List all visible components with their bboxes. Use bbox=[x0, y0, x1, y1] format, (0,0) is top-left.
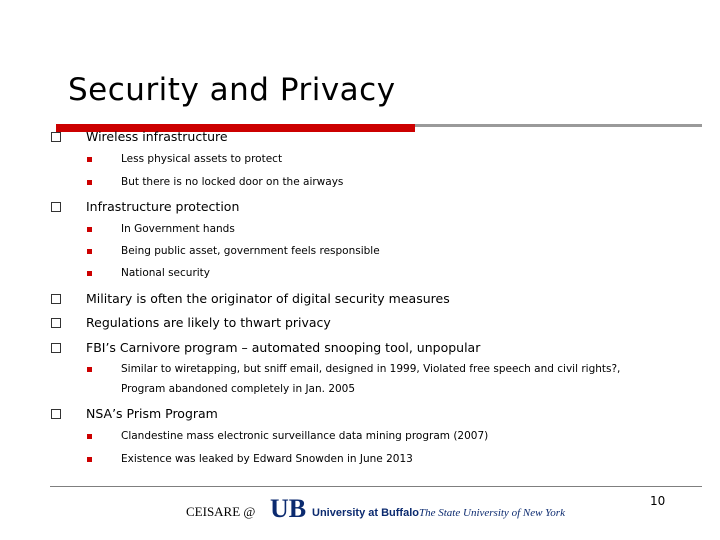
hollow-square-bullet-icon bbox=[51, 294, 61, 304]
hollow-square-bullet-icon bbox=[51, 132, 61, 142]
red-square-bullet-icon bbox=[87, 457, 92, 462]
hollow-square-bullet-icon bbox=[51, 318, 61, 328]
footer-label: CEISARE @ bbox=[186, 504, 256, 519]
sub-bullet-text: In Government hands bbox=[121, 223, 235, 235]
footer-rule bbox=[50, 486, 702, 487]
red-square-bullet-icon bbox=[87, 157, 92, 162]
red-square-bullet-icon bbox=[87, 271, 92, 276]
logo-mark: UB bbox=[270, 495, 307, 523]
sub-bullet-text: National security bbox=[121, 267, 211, 279]
red-square-bullet-icon bbox=[87, 227, 92, 232]
sub-bullet-text: But there is no locked door on the airways bbox=[121, 176, 344, 188]
bullet-text: Wireless infrastructure bbox=[86, 129, 228, 144]
page-number: 10 bbox=[650, 494, 666, 508]
hollow-square-bullet-icon bbox=[51, 343, 61, 353]
hollow-square-bullet-icon bbox=[51, 409, 61, 419]
red-square-bullet-icon bbox=[87, 434, 92, 439]
red-square-bullet-icon bbox=[87, 180, 92, 185]
slide-title: Security and Privacy bbox=[68, 72, 396, 108]
sub-bullet-text: Clandestine mass electronic surveillance data mining program (2007) bbox=[121, 430, 489, 442]
sub-bullet-text: Similar to wiretapping, but sniff email, designed in 1999, Violated free speech and civil rights?, bbox=[121, 363, 621, 375]
sub-bullet-text: Being public asset, government feels responsible bbox=[121, 245, 380, 257]
logo-name: University at Buffalo bbox=[312, 507, 419, 519]
bullet-text: FBI’s Carnivore program – automated snooping tool, unpopular bbox=[86, 340, 481, 355]
red-square-bullet-icon bbox=[87, 367, 92, 372]
red-square-bullet-icon bbox=[87, 249, 92, 254]
bullet-text: Military is often the originator of digital security measures bbox=[86, 291, 450, 306]
sub-bullet-continuation-text: Program abandoned completely in Jan. 2005 bbox=[121, 383, 356, 395]
bullet-text: Infrastructure protection bbox=[86, 199, 240, 214]
sub-bullet-text: Less physical assets to protect bbox=[121, 153, 283, 165]
bullet-text: NSA’s Prism Program bbox=[86, 406, 218, 421]
sub-bullet-text: Existence was leaked by Edward Snowden in June 2013 bbox=[121, 453, 413, 465]
logo-tagline: The State University of New York bbox=[419, 507, 565, 519]
university-at-buffalo-logo bbox=[270, 495, 570, 523]
bullet-text: Regulations are likely to thwart privacy bbox=[86, 315, 331, 330]
hollow-square-bullet-icon bbox=[51, 202, 61, 212]
